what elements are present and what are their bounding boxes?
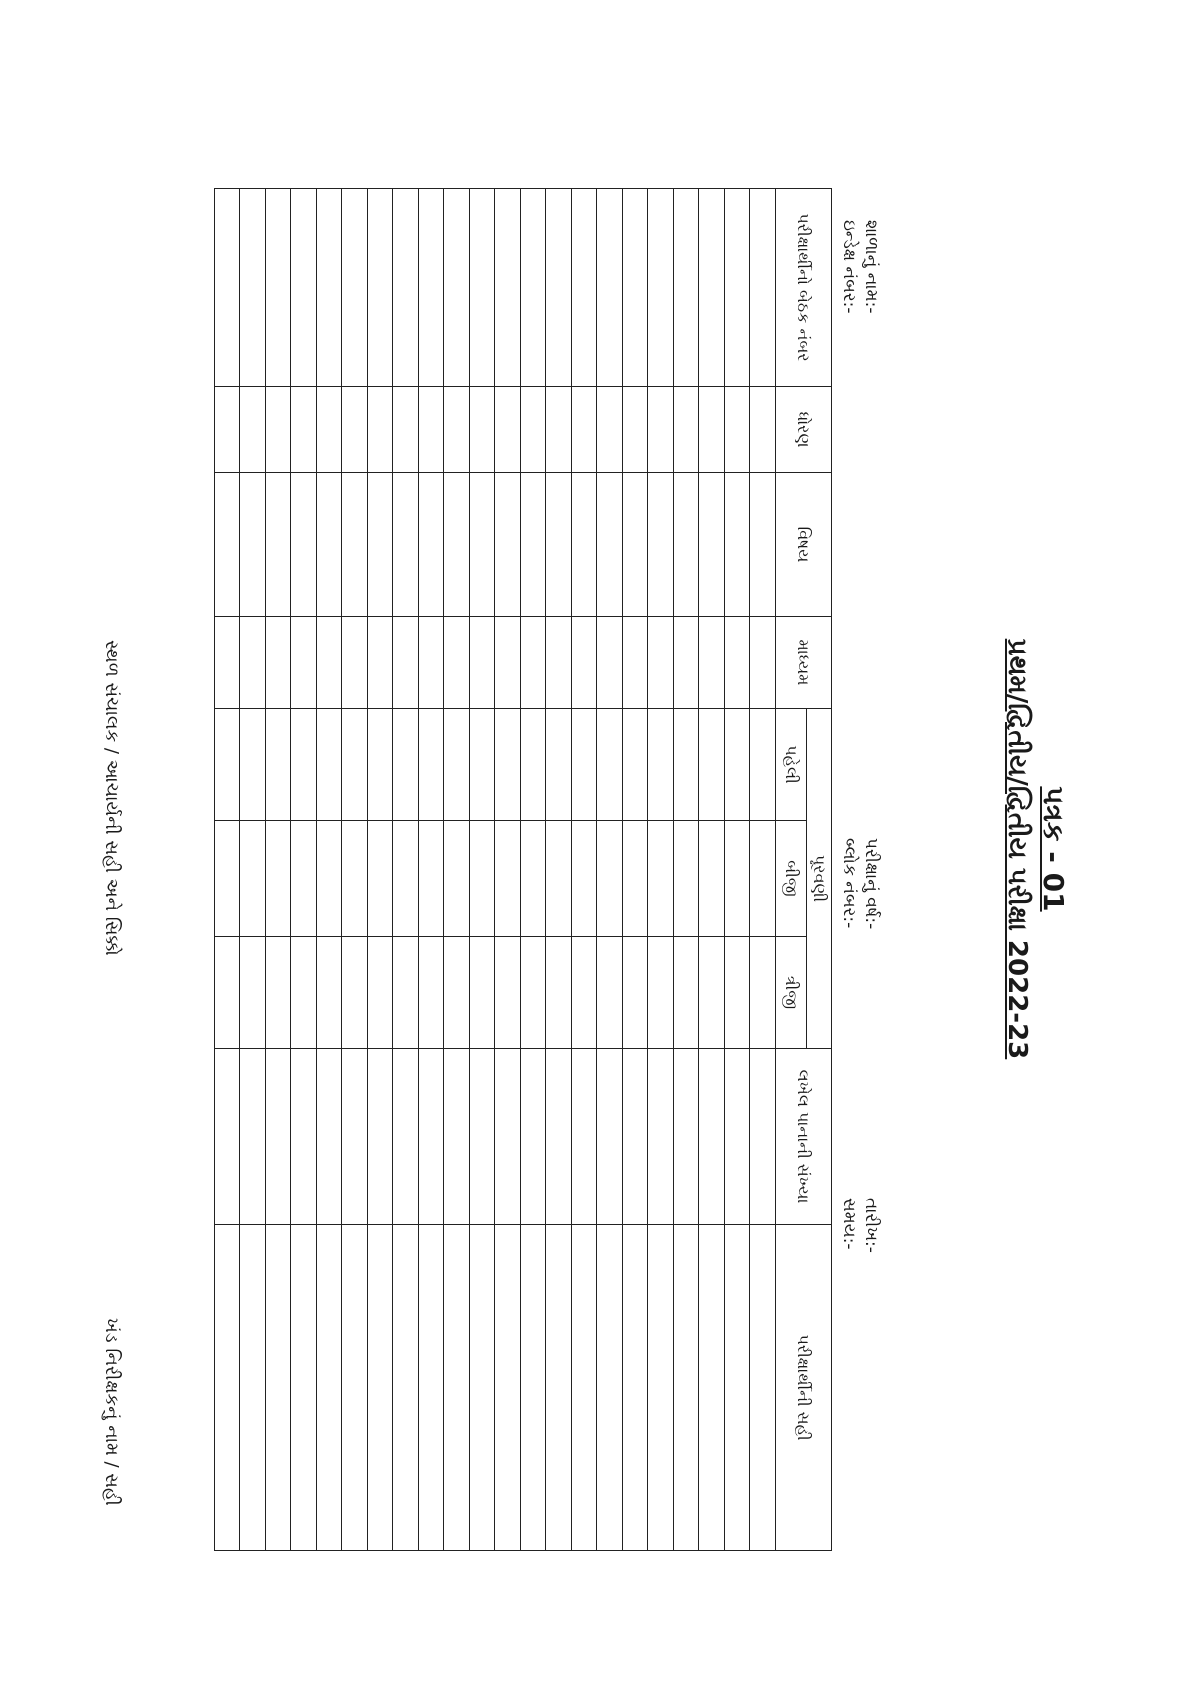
cell-seat-number[interactable]: [750, 189, 776, 387]
cell-pages-count[interactable]: [342, 1049, 368, 1225]
cell-signature[interactable]: [546, 1225, 572, 1551]
header-pages-count: લખેલ પાનાની સંખ્યા: [776, 1049, 832, 1225]
cell-signature[interactable]: [674, 1225, 700, 1551]
cell-pages-count[interactable]: [317, 1049, 343, 1225]
cell-seat-number[interactable]: [572, 189, 598, 387]
cell-pages-count[interactable]: [495, 1049, 521, 1225]
cell-second[interactable]: [597, 821, 623, 937]
cell-medium[interactable]: [521, 617, 547, 709]
cell-second[interactable]: [419, 821, 445, 937]
cell-seat-number[interactable]: [368, 189, 394, 387]
cell-first[interactable]: [750, 709, 776, 821]
school-name-label: શાળાનું નામ:-: [861, 220, 881, 314]
cell-first[interactable]: [623, 709, 649, 821]
cell-standard[interactable]: [546, 387, 572, 473]
cell-seat-number[interactable]: [521, 189, 547, 387]
cell-first[interactable]: [368, 709, 394, 821]
cell-pages-count[interactable]: [470, 1049, 496, 1225]
cell-medium[interactable]: [623, 617, 649, 709]
cell-first[interactable]: [342, 709, 368, 821]
header-signature: પરીક્ષાર્થીની સહી: [776, 1225, 832, 1551]
cell-signature[interactable]: [419, 1225, 445, 1551]
cell-third[interactable]: [572, 937, 598, 1049]
cell-standard[interactable]: [240, 387, 266, 473]
cell-subject[interactable]: [648, 473, 674, 617]
cell-second[interactable]: [546, 821, 572, 937]
cell-signature[interactable]: [240, 1225, 266, 1551]
exam-year-label: પરીક્ષાનું વર્ષ:-: [861, 838, 881, 930]
cell-medium[interactable]: [317, 617, 343, 709]
cell-signature[interactable]: [495, 1225, 521, 1551]
cell-pages-count[interactable]: [215, 1049, 241, 1225]
cell-pages-count[interactable]: [444, 1049, 470, 1225]
cell-second[interactable]: [240, 821, 266, 937]
cell-standard[interactable]: [674, 387, 700, 473]
cell-third[interactable]: [648, 937, 674, 1049]
cell-first[interactable]: [597, 709, 623, 821]
cell-medium[interactable]: [597, 617, 623, 709]
cell-third[interactable]: [317, 937, 343, 1049]
block-number-label: બ્લોક નંબર:-: [839, 838, 859, 929]
cell-subject[interactable]: [572, 473, 598, 617]
cell-subject[interactable]: [444, 473, 470, 617]
header-second: બીજી: [776, 821, 807, 937]
cell-standard[interactable]: [623, 387, 649, 473]
cell-first[interactable]: [648, 709, 674, 821]
principal-signature-label: સ્થળ સંચાલક / આચાર્યની સહી અને સિક્કો: [101, 640, 122, 956]
cell-pages-count[interactable]: [674, 1049, 700, 1225]
cell-seat-number[interactable]: [444, 189, 470, 387]
cell-signature[interactable]: [215, 1225, 241, 1551]
cell-third[interactable]: [419, 937, 445, 1049]
cell-seat-number[interactable]: [291, 189, 317, 387]
table-row: [419, 189, 445, 1551]
cell-third[interactable]: [240, 937, 266, 1049]
cell-second[interactable]: [444, 821, 470, 937]
table-row: [368, 189, 394, 1551]
cell-subject[interactable]: [597, 473, 623, 617]
table-body: [215, 189, 776, 1551]
cell-second[interactable]: [342, 821, 368, 937]
cell-signature[interactable]: [291, 1225, 317, 1551]
cell-standard[interactable]: [648, 387, 674, 473]
header-subject: વિષય: [776, 473, 832, 617]
cell-standard[interactable]: [699, 387, 725, 473]
cell-second[interactable]: [495, 821, 521, 937]
cell-seat-number[interactable]: [317, 189, 343, 387]
cell-standard[interactable]: [317, 387, 343, 473]
cell-third[interactable]: [546, 937, 572, 1049]
cell-second[interactable]: [648, 821, 674, 937]
cell-subject[interactable]: [750, 473, 776, 617]
cell-signature[interactable]: [725, 1225, 751, 1551]
date-label: તારીખ:-: [861, 1198, 881, 1253]
table-row: [317, 189, 343, 1551]
table-row: [291, 189, 317, 1551]
cell-first[interactable]: [572, 709, 598, 821]
cell-third[interactable]: [597, 937, 623, 1049]
cell-subject[interactable]: [674, 473, 700, 617]
cell-signature[interactable]: [623, 1225, 649, 1551]
school-meta: [838, 220, 882, 314]
cell-signature[interactable]: [368, 1225, 394, 1551]
cell-signature[interactable]: [572, 1225, 598, 1551]
cell-subject[interactable]: [215, 473, 241, 617]
table-row: [623, 189, 649, 1551]
cell-signature[interactable]: [342, 1225, 368, 1551]
cell-seat-number[interactable]: [546, 189, 572, 387]
cell-first[interactable]: [393, 709, 419, 821]
cell-medium[interactable]: [495, 617, 521, 709]
table-row: [674, 189, 700, 1551]
cell-subject[interactable]: [623, 473, 649, 617]
index-number-label: ઇન્ડેક્ષ નંબર:-: [839, 220, 859, 314]
table-row: [725, 189, 751, 1551]
cell-subject[interactable]: [546, 473, 572, 617]
cell-standard[interactable]: [444, 387, 470, 473]
cell-seat-number[interactable]: [699, 189, 725, 387]
cell-subject[interactable]: [521, 473, 547, 617]
cell-seat-number[interactable]: [597, 189, 623, 387]
cell-standard[interactable]: [572, 387, 598, 473]
cell-first[interactable]: [444, 709, 470, 821]
cell-second[interactable]: [317, 821, 343, 937]
cell-standard[interactable]: [597, 387, 623, 473]
cell-signature[interactable]: [648, 1225, 674, 1551]
cell-signature[interactable]: [393, 1225, 419, 1551]
table-row: [266, 189, 292, 1551]
cell-pages-count[interactable]: [648, 1049, 674, 1225]
cell-standard[interactable]: [419, 387, 445, 473]
cell-second[interactable]: [393, 821, 419, 937]
cell-medium[interactable]: [674, 617, 700, 709]
cell-seat-number[interactable]: [648, 189, 674, 387]
cell-second[interactable]: [674, 821, 700, 937]
cell-signature[interactable]: [444, 1225, 470, 1551]
cell-standard[interactable]: [521, 387, 547, 473]
cell-subject[interactable]: [342, 473, 368, 617]
cell-first[interactable]: [470, 709, 496, 821]
header-medium: માધ્યમ: [776, 617, 832, 709]
table-row: [521, 189, 547, 1551]
cell-pages-count[interactable]: [266, 1049, 292, 1225]
cell-pages-count[interactable]: [291, 1049, 317, 1225]
cell-second[interactable]: [470, 821, 496, 937]
cell-second[interactable]: [266, 821, 292, 937]
table-row: [699, 189, 725, 1551]
cell-standard[interactable]: [215, 387, 241, 473]
cell-medium[interactable]: [444, 617, 470, 709]
cell-second[interactable]: [699, 821, 725, 937]
table-row: [572, 189, 598, 1551]
invigilator-signature-label: ખંડ નિરીક્ષકનું નામ / સહી: [101, 1318, 122, 1506]
cell-first[interactable]: [419, 709, 445, 821]
form-title: પત્રક - 01: [1037, 786, 1070, 912]
cell-third[interactable]: [444, 937, 470, 1049]
cell-medium[interactable]: [342, 617, 368, 709]
cell-signature[interactable]: [470, 1225, 496, 1551]
cell-pages-count[interactable]: [546, 1049, 572, 1225]
cell-subject[interactable]: [470, 473, 496, 617]
cell-second[interactable]: [368, 821, 394, 937]
cell-subject[interactable]: [368, 473, 394, 617]
table-row: [495, 189, 521, 1551]
cell-second[interactable]: [572, 821, 598, 937]
cell-standard[interactable]: [342, 387, 368, 473]
cell-signature[interactable]: [597, 1225, 623, 1551]
cell-third[interactable]: [521, 937, 547, 1049]
cell-first[interactable]: [317, 709, 343, 821]
time-label: સમય:-: [839, 1198, 859, 1250]
date-meta: [838, 1198, 882, 1253]
cell-subject[interactable]: [291, 473, 317, 617]
cell-first[interactable]: [215, 709, 241, 821]
cell-seat-number[interactable]: [393, 189, 419, 387]
cell-pages-count[interactable]: [699, 1049, 725, 1225]
table-row: [215, 189, 241, 1551]
cell-subject[interactable]: [240, 473, 266, 617]
cell-medium[interactable]: [368, 617, 394, 709]
cell-second[interactable]: [521, 821, 547, 937]
cell-medium[interactable]: [750, 617, 776, 709]
cell-medium[interactable]: [266, 617, 292, 709]
cell-third[interactable]: [393, 937, 419, 1049]
table-row: [342, 189, 368, 1551]
cell-third[interactable]: [623, 937, 649, 1049]
cell-subject[interactable]: [419, 473, 445, 617]
cell-second[interactable]: [623, 821, 649, 937]
cell-second[interactable]: [215, 821, 241, 937]
cell-standard[interactable]: [393, 387, 419, 473]
cell-seat-number[interactable]: [623, 189, 649, 387]
table-row: [597, 189, 623, 1551]
cell-standard[interactable]: [725, 387, 751, 473]
cell-pages-count[interactable]: [597, 1049, 623, 1225]
header-standard: ધોરણ: [776, 387, 832, 473]
cell-third[interactable]: [368, 937, 394, 1049]
cell-first[interactable]: [699, 709, 725, 821]
cell-third[interactable]: [342, 937, 368, 1049]
cell-seat-number[interactable]: [419, 189, 445, 387]
cell-first[interactable]: [725, 709, 751, 821]
cell-medium[interactable]: [725, 617, 751, 709]
table-row: [648, 189, 674, 1551]
cell-seat-number[interactable]: [215, 189, 241, 387]
cell-subject[interactable]: [495, 473, 521, 617]
cell-seat-number[interactable]: [495, 189, 521, 387]
cell-medium[interactable]: [215, 617, 241, 709]
cell-signature[interactable]: [521, 1225, 547, 1551]
header-supplementary: પૂરવણી: [807, 709, 832, 1049]
cell-first[interactable]: [266, 709, 292, 821]
cell-pages-count[interactable]: [750, 1049, 776, 1225]
cell-signature[interactable]: [699, 1225, 725, 1551]
table-row: [240, 189, 266, 1551]
cell-medium[interactable]: [393, 617, 419, 709]
cell-medium[interactable]: [419, 617, 445, 709]
cell-medium[interactable]: [240, 617, 266, 709]
cell-first[interactable]: [291, 709, 317, 821]
cell-second[interactable]: [750, 821, 776, 937]
cell-subject[interactable]: [725, 473, 751, 617]
cell-signature[interactable]: [317, 1225, 343, 1551]
cell-third[interactable]: [470, 937, 496, 1049]
cell-subject[interactable]: [393, 473, 419, 617]
header-first: પહેલી: [776, 709, 807, 821]
cell-subject[interactable]: [266, 473, 292, 617]
table-row: [444, 189, 470, 1551]
table-row: [393, 189, 419, 1551]
cell-medium[interactable]: [648, 617, 674, 709]
cell-second[interactable]: [725, 821, 751, 937]
cell-third[interactable]: [266, 937, 292, 1049]
attendance-table: [214, 188, 832, 1551]
cell-third[interactable]: [674, 937, 700, 1049]
cell-signature[interactable]: [266, 1225, 292, 1551]
cell-third[interactable]: [215, 937, 241, 1049]
table-row: [470, 189, 496, 1551]
cell-standard[interactable]: [368, 387, 394, 473]
cell-subject[interactable]: [317, 473, 343, 617]
table-row: [546, 189, 572, 1551]
cell-pages-count[interactable]: [623, 1049, 649, 1225]
cell-pages-count[interactable]: [240, 1049, 266, 1225]
cell-medium[interactable]: [291, 617, 317, 709]
cell-pages-count[interactable]: [419, 1049, 445, 1225]
cell-first[interactable]: [240, 709, 266, 821]
cell-pages-count[interactable]: [725, 1049, 751, 1225]
cell-seat-number[interactable]: [342, 189, 368, 387]
cell-medium[interactable]: [546, 617, 572, 709]
cell-third[interactable]: [495, 937, 521, 1049]
exam-title: પ્રથમ/દ્વિતીય/દ્વિતીય પરીક્ષા 2022-23: [1002, 638, 1032, 1060]
cell-standard[interactable]: [266, 387, 292, 473]
cell-seat-number[interactable]: [240, 189, 266, 387]
cell-standard[interactable]: [750, 387, 776, 473]
header-third: ત્રીજી: [776, 937, 807, 1049]
cell-seat-number[interactable]: [470, 189, 496, 387]
cell-first[interactable]: [495, 709, 521, 821]
cell-seat-number[interactable]: [674, 189, 700, 387]
cell-standard[interactable]: [495, 387, 521, 473]
cell-standard[interactable]: [470, 387, 496, 473]
cell-first[interactable]: [521, 709, 547, 821]
cell-pages-count[interactable]: [572, 1049, 598, 1225]
cell-third[interactable]: [750, 937, 776, 1049]
cell-third[interactable]: [291, 937, 317, 1049]
cell-third[interactable]: [699, 937, 725, 1049]
cell-signature[interactable]: [750, 1225, 776, 1551]
cell-second[interactable]: [291, 821, 317, 937]
cell-seat-number[interactable]: [266, 189, 292, 387]
cell-pages-count[interactable]: [393, 1049, 419, 1225]
cell-pages-count[interactable]: [368, 1049, 394, 1225]
cell-standard[interactable]: [291, 387, 317, 473]
cell-seat-number[interactable]: [725, 189, 751, 387]
cell-first[interactable]: [546, 709, 572, 821]
cell-pages-count[interactable]: [521, 1049, 547, 1225]
header-seat-number: પરીક્ષાર્થીનો બેઠક નંબર: [776, 189, 832, 387]
cell-first[interactable]: [674, 709, 700, 821]
cell-medium[interactable]: [572, 617, 598, 709]
cell-third[interactable]: [725, 937, 751, 1049]
cell-medium[interactable]: [470, 617, 496, 709]
cell-medium[interactable]: [699, 617, 725, 709]
table-row: [750, 189, 776, 1551]
cell-subject[interactable]: [699, 473, 725, 617]
exam-meta: [838, 838, 882, 929]
